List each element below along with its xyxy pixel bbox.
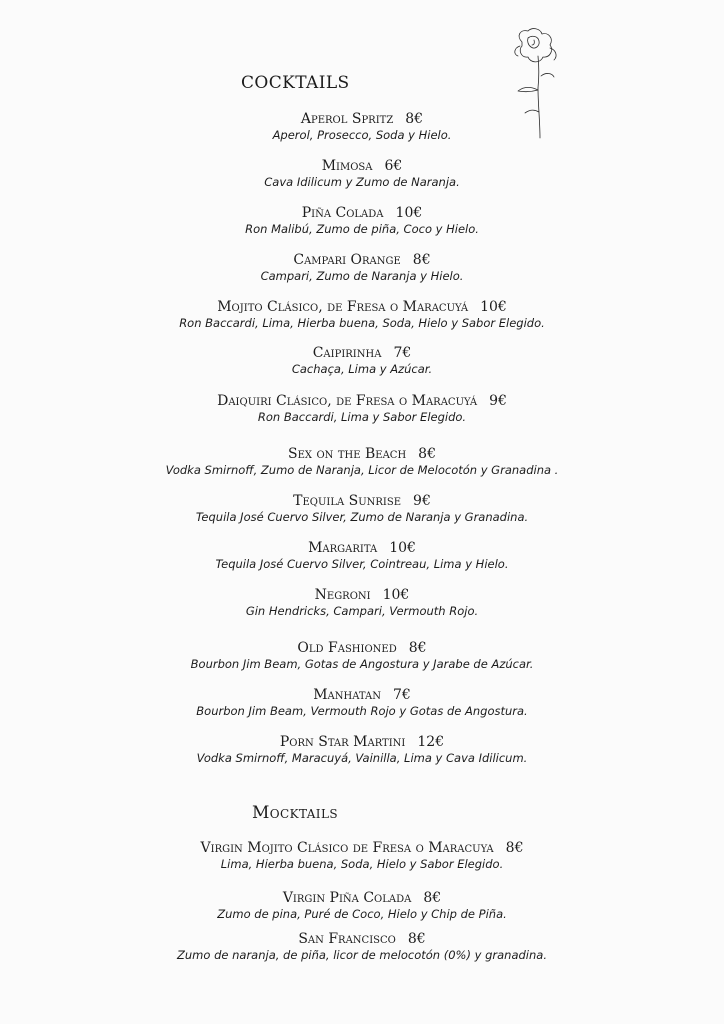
item-price: 9€ <box>489 393 507 409</box>
item-price: 8€ <box>505 840 524 856</box>
item-name: Piña Colada <box>301 205 384 221</box>
item-name: Daiquiri Clásico, de Fresa o Maracuyá <box>217 393 478 409</box>
item-price: 7€ <box>393 345 412 361</box>
item-description: Gin Hendricks, Campari, Vermouth Rojo. <box>245 604 479 618</box>
menu-item-mojito <box>0 298 724 331</box>
item-description: Ron Baccardi, Lima y Sabor Elegido. <box>257 410 467 424</box>
item-price: 10€ <box>395 205 423 221</box>
item-description: Zumo de naranja, de piña, licor de melocotón (0%) y granadina. <box>177 948 547 962</box>
item-name: Manhatan <box>313 687 381 703</box>
menu-item-manhatan <box>0 686 724 719</box>
item-name: Virgin Mojito Clásico de Fresa o Maracuya <box>200 840 494 856</box>
item-description: Ron Malibú, Zumo de piña, Coco y Hielo. <box>245 222 479 236</box>
item-name: Old Fashioned <box>297 640 397 656</box>
menu-item-campari-orange <box>0 251 724 284</box>
menu-item-mimosa <box>0 157 724 190</box>
item-description: Vodka Smirnoff, Maracuyá, Vainilla, Lima y Cava Idilicum. <box>196 751 528 765</box>
item-price: 6€ <box>384 158 403 174</box>
item-price: 9€ <box>413 493 431 509</box>
item-price: 8€ <box>407 931 426 947</box>
menu-item-negroni <box>0 586 724 619</box>
item-name: San Francisco <box>298 931 396 947</box>
item-description: Vodka Smirnoff, Zumo de Naranja, Licor de Melocotón y Granadina . <box>165 463 559 477</box>
item-price: 10€ <box>382 587 410 603</box>
menu-item-pina-colada <box>0 204 724 237</box>
cocktails-section-title: COCKTAILS <box>241 73 350 93</box>
item-name: Virgin Piña Colada <box>282 890 412 906</box>
item-price: 8€ <box>408 640 427 656</box>
item-description: Lima, Hierba buena, Soda, Hielo y Sabor Elegido. <box>220 857 504 871</box>
menu-item-caipirinha <box>0 344 724 377</box>
item-price: 8€ <box>418 446 436 462</box>
item-name: Mimosa <box>321 158 373 174</box>
item-name: Campari Orange <box>293 252 401 268</box>
item-price: 7€ <box>392 687 411 703</box>
item-price: 8€ <box>405 111 424 127</box>
item-description: Tequila José Cuervo Silver, Cointreau, Lima y Hielo. <box>215 557 509 571</box>
item-description: Campari, Zumo de Naranja y Hielo. <box>260 269 464 283</box>
item-name: Mojito Clásico, de Fresa o Maracuyá <box>217 299 469 315</box>
menu-item-sex-on-the-beach <box>0 445 724 478</box>
item-price: 8€ <box>423 890 442 906</box>
item-description: Zumo de pina, Puré de Coco, Hielo y Chip de Piña. <box>217 907 507 921</box>
item-price: 12€ <box>417 734 445 750</box>
menu-item-porn-star-martini <box>0 733 724 766</box>
menu-item-virgin-pina-colada <box>0 889 724 922</box>
item-name: Porn Star Martini <box>279 734 406 750</box>
menu-item-virgin-mojito <box>0 839 724 872</box>
menu-item-aperol-spritz <box>0 110 724 143</box>
item-name: Negroni <box>314 587 371 603</box>
item-name: Caipirinha <box>312 345 382 361</box>
item-description: Aperol, Prosecco, Soda y Hielo. <box>272 128 452 142</box>
item-description: Tequila José Cuervo Silver, Zumo de Naranja y Granadina. <box>195 510 529 524</box>
item-price: 10€ <box>389 540 416 556</box>
item-price: 10€ <box>480 299 507 315</box>
item-description: Bourbon Jim Beam, Vermouth Rojo y Gotas de Angostura. <box>196 704 528 718</box>
menu-item-san-francisco <box>0 930 724 963</box>
menu-item-margarita <box>0 539 724 572</box>
mocktails-section-title: Mocktails <box>252 803 338 823</box>
menu-item-old-fashioned <box>0 639 724 672</box>
item-description: Bourbon Jim Beam, Gotas de Angostura y Jarabe de Azúcar. <box>190 657 534 671</box>
item-name: Aperol Spritz <box>300 111 394 127</box>
item-price: 8€ <box>412 252 431 268</box>
item-name: Margarita <box>308 540 378 556</box>
menu-item-daiquiri <box>0 392 724 425</box>
item-description: Cachaça, Lima y Azúcar. <box>291 362 433 376</box>
item-name: Sex on the Beach <box>287 446 407 462</box>
item-description: Ron Baccardi, Lima, Hierba buena, Soda, Hielo y Sabor Elegido. <box>179 316 545 330</box>
item-name: Tequila Sunrise <box>293 493 402 509</box>
item-description: Cava Idilicum y Zumo de Naranja. <box>264 175 460 189</box>
menu-item-tequila-sunrise <box>0 492 724 525</box>
